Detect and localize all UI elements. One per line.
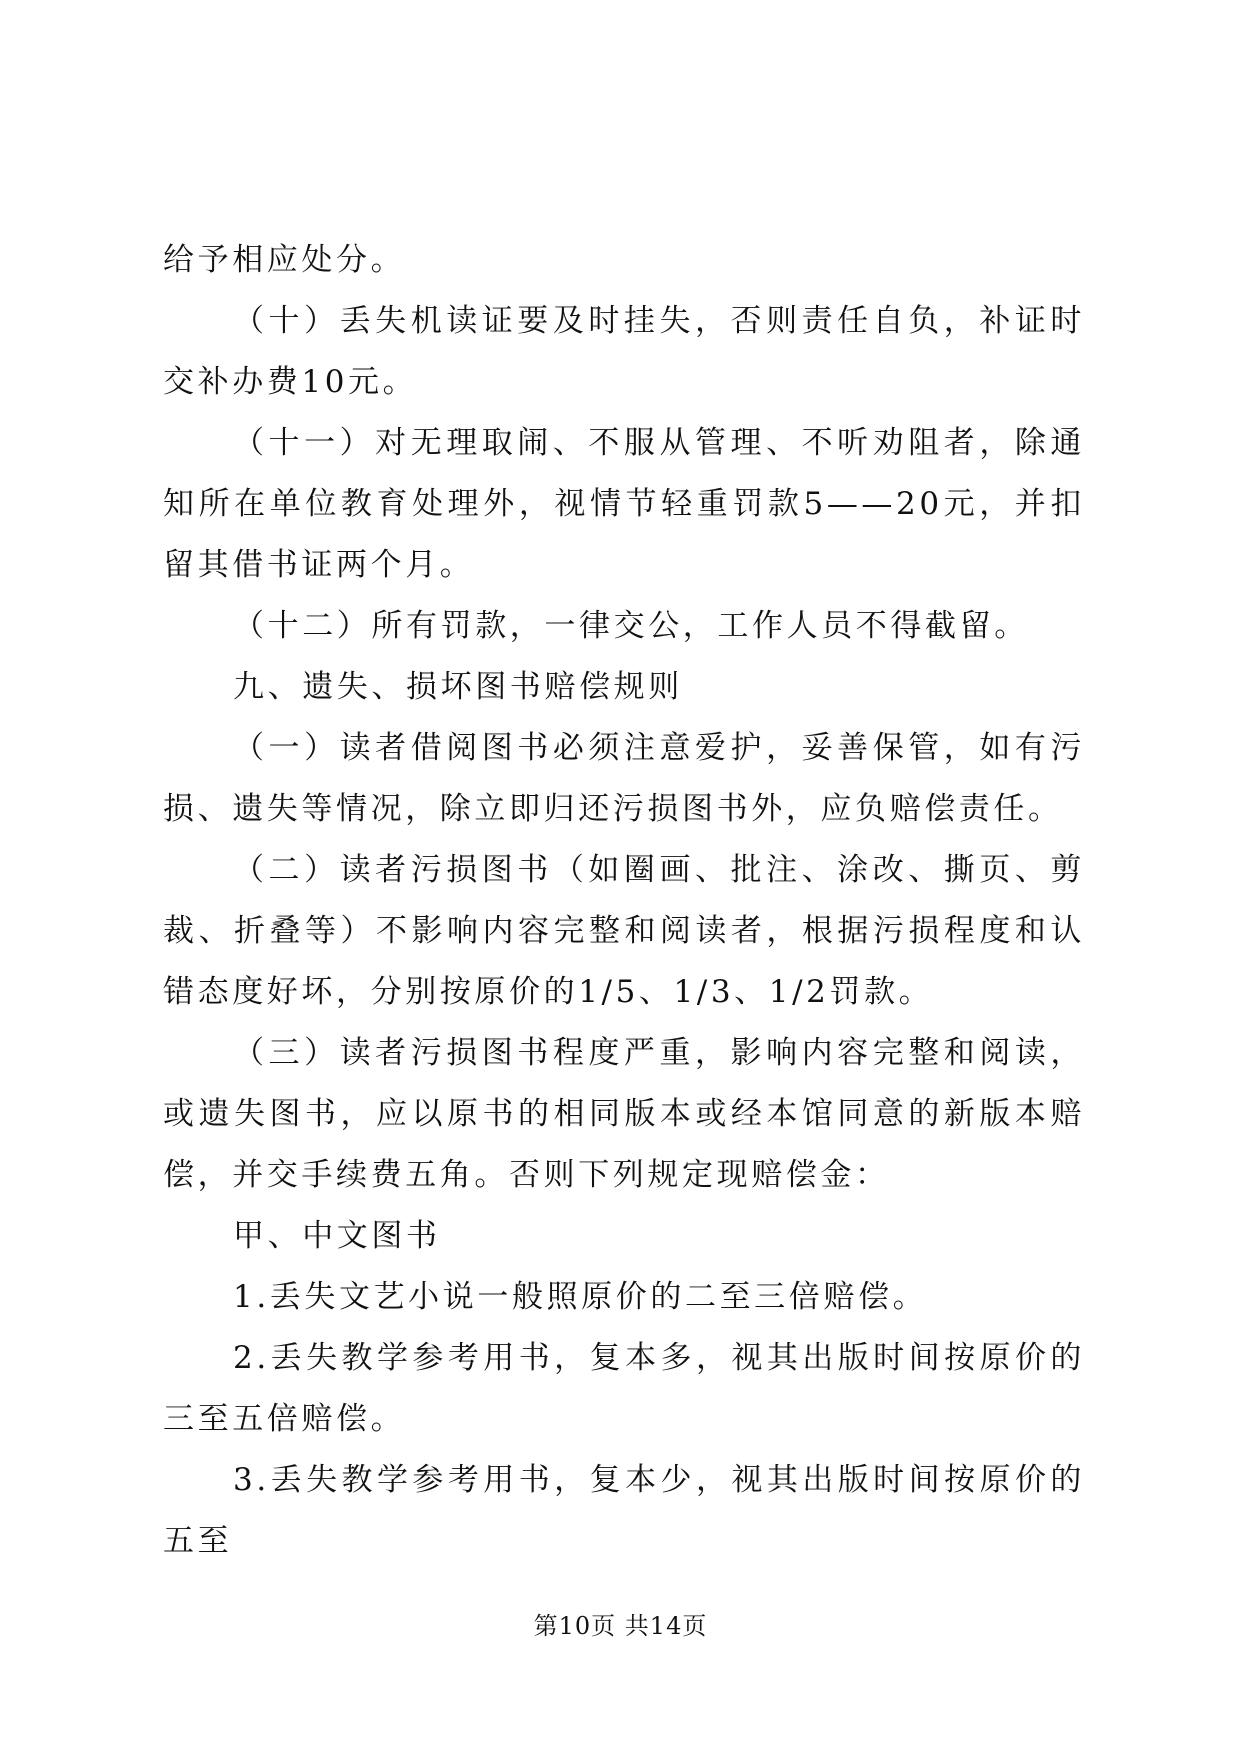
paragraph-rule-3: （三）读者污损图书程度严重，影响内容完整和阅读，或遗失图书，应以原书的相同版本或经本馆同意的新版本赔偿，并交手续费五角。否则下列规定现赔偿金： — [163, 1035, 1085, 1193]
section-heading-9: 九、遗失、损坏图书赔偿规则 — [233, 669, 683, 705]
list-item-3: 3.丢失教学参考用书，复本少，视其出版时间按原价的五至 — [163, 1462, 1085, 1559]
paragraph-rule-1: （一）读者借阅图书必须注意爱护，妥善保管，如有污损、遗失等情况，除立即归还污损图书外，应负赔偿责任。 — [163, 730, 1085, 827]
paragraph-rule-2: （二）读者污损图书（如圈画、批注、涂改、撕页、剪裁、折叠等）不影响内容完整和阅读者，根据污损程度和认错态度好坏，分别按原价的1/5、1/3、1/2罚款。 — [163, 852, 1085, 1010]
document-body — [163, 230, 1085, 1572]
paragraph-continuation: 给予相应处分。 — [163, 242, 406, 278]
paragraph-item-12: （十二）所有罚款，一律交公，工作人员不得截留。 — [233, 608, 1029, 644]
list-item-2: 2.丢失教学参考用书，复本多，视其出版时间按原价的三至五倍赔偿。 — [163, 1340, 1085, 1437]
paragraph-item-11: （十一）对无理取闹、不服从管理、不听劝阻者，除通知所在单位教育处理外，视情节轻重罚款5——20元，并扣留其借书证两个月。 — [163, 425, 1085, 583]
paragraph-item-10: （十）丢失机读证要及时挂失，否则责任自负，补证时交补办费10元。 — [163, 303, 1085, 400]
list-item-1: 1.丢失文艺小说一般照原价的二至三倍赔偿。 — [233, 1279, 928, 1315]
subheading-chinese-books: 甲、中文图书 — [233, 1218, 441, 1254]
page-number-footer: 第10页 共14页 — [533, 1612, 708, 1640]
